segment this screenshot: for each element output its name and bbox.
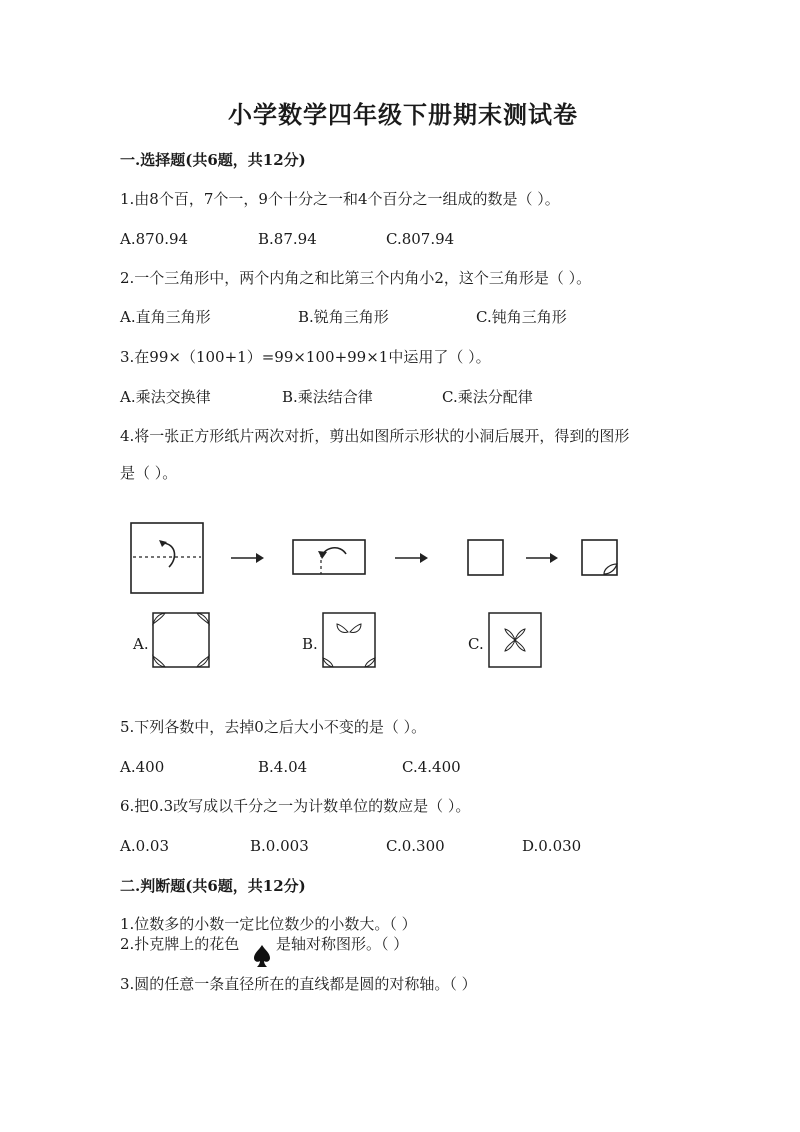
option-c: C.0.300 [386,837,445,855]
paper-square-icon [131,523,203,593]
spade-icon [253,944,271,968]
cut-square-icon [582,540,617,575]
leaf-cut-icon [604,564,617,574]
question-text-line1: 4.将一张正方形纸片两次对折，剪出如图所示形状的小洞后展开，得到的图形 [120,427,630,445]
option-b-label: B. [302,635,318,653]
option-b-figure [322,612,382,672]
option-c: C.4.400 [402,758,461,776]
question-text: 1.由8个百，7个一，9个十分之一和4个百分之一组成的数是（ ）。 [120,190,560,208]
folded-square-icon [468,540,503,575]
judgment-question-prefix: 2.扑克牌上的花色 [120,935,240,953]
judgment-question-suffix: 是轴对称图形。（ ） [276,935,409,953]
question-text: 5.下列各数中，去掉0之后大小不变的是（ ）。 [120,718,427,736]
option-a-figure [152,612,212,672]
option-c: C.钝角三角形 [476,308,567,326]
folding-sequence-figure [0,520,800,600]
option-c: C.807.94 [386,230,455,248]
option-a: A.直角三角形 [120,308,211,326]
folded-rectangle-icon [293,540,365,574]
option-a-label: A. [133,635,149,653]
question-text: 6.把0.3改写成以千分之一为计数单位的数应是（ ）。 [120,797,471,815]
option-a: A.0.03 [120,837,169,855]
option-a: A.870.94 [120,230,189,248]
option-d: D.0.030 [522,837,582,855]
option-a: A.400 [120,758,165,776]
section-heading-judgment: 二.判断题(共6题，共12分) [120,877,306,895]
section-heading-choice: 一.选择题(共6题，共12分) [120,151,306,169]
option-c: C.乘法分配律 [442,388,533,406]
option-b: B.4.04 [258,758,308,776]
page-title: 小学数学四年级下册期末测试卷 [228,100,578,129]
option-c-label: C. [468,635,484,653]
option-a: A.乘法交换律 [120,388,211,406]
judgment-question: 3.圆的任意一条直径所在的直线都是圆的对称轴。（ ） [120,975,477,993]
option-c-figure [488,612,548,672]
question-text: 2.一个三角形中，两个内角之和比第三个内角小2，这个三角形是（ ）。 [120,269,592,287]
option-b: B.87.94 [258,230,317,248]
option-b: B.乘法结合律 [282,388,373,406]
judgment-question: 1.位数多的小数一定比位数少的小数大。（ ） [120,915,417,933]
option-b: B.锐角三角形 [298,308,389,326]
question-text: 3.在99×（100+1）=99×100+99×1中运用了（ ）。 [120,348,491,366]
fold-arrow-icon [163,543,175,567]
question-text-line2: 是（ ）。 [120,464,178,482]
option-b: B.0.003 [250,837,309,855]
